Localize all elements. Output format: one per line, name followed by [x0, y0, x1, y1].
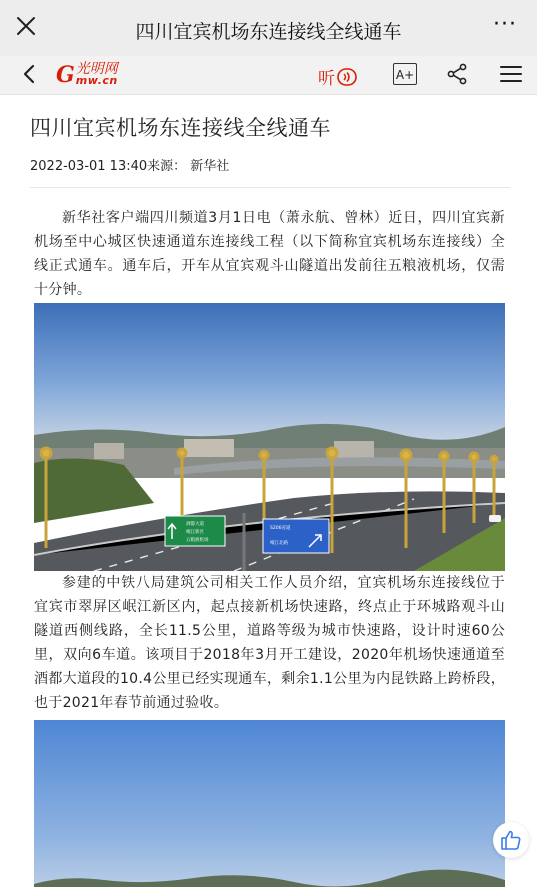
more-menu-button[interactable]: ···: [493, 12, 517, 37]
window-title: 四川宜宾机场东连接线全线通车: [135, 21, 402, 43]
green-sign-line-1: 酒都大道: [186, 522, 204, 527]
logo-chinese: 光明网: [75, 61, 118, 77]
back-arrow-icon[interactable]: [20, 62, 38, 86]
thumbs-up-icon: [500, 829, 522, 851]
article-title: 四川宜宾机场东连接线全线通车: [30, 116, 331, 140]
listen-label: 听: [318, 69, 335, 89]
article-toolbar: [0, 56, 537, 95]
highway-photo-illustration: [34, 303, 505, 571]
blue-sign-line-1: S206省道: [270, 526, 291, 531]
like-button[interactable]: [493, 822, 529, 858]
listen-button[interactable]: [318, 64, 357, 89]
article-meta: 2022-03-01 13:40来源： 新华社: [30, 159, 230, 174]
article-paragraph-2: 参建的中铁八局建筑公司相关工作人员介绍，宜宾机场东连接线位于宜宾市翠屏区岷江新区内，起点接新机场快速路，终点止于环城路观斗山隧道西侧线路，全长11.5公里，道路等级为城市快速路，设计时速60公里，双向6车道。该项目于2018年3月开工建设，2020年机场快速通道至酒都大道段的10.4公里已经实现通车，剩余1.1公里为内昆铁路上跨桥段，也于2021年春节前通过验收。: [34, 575, 505, 711]
hamburger-menu-icon[interactable]: [499, 64, 523, 84]
article-paragraph-1: 新华社客户端四川频道3月1日电（萧永航、曾林）近日，四川宜宾新机场至中心城区快速通道东连接线工程（以下简称宜宾机场东连接线）全线正式通车。通车后，开车从宜宾观斗山隧道出发前往五粮液机场，仅需十分钟。: [34, 210, 505, 298]
green-sign-line-2: 岷江新区: [186, 530, 204, 535]
audio-icon: [337, 68, 357, 86]
article-photo-sky[interactable]: [34, 720, 505, 887]
logo-wordmark: [76, 63, 118, 87]
logo-domain: mw.cn: [75, 74, 118, 87]
title-bar: [0, 0, 537, 56]
divider: [30, 187, 510, 188]
sky-photo-illustration: [34, 720, 505, 887]
green-sign-line-3: 五粮液机场: [186, 538, 209, 543]
share-icon[interactable]: [446, 63, 468, 85]
site-logo[interactable]: [56, 60, 118, 90]
font-size-button[interactable]: A+: [393, 63, 417, 85]
article-photo-highway[interactable]: [34, 303, 505, 571]
blue-sign-line-2: 岷江北路: [270, 541, 288, 546]
logo-g: G: [56, 62, 75, 88]
